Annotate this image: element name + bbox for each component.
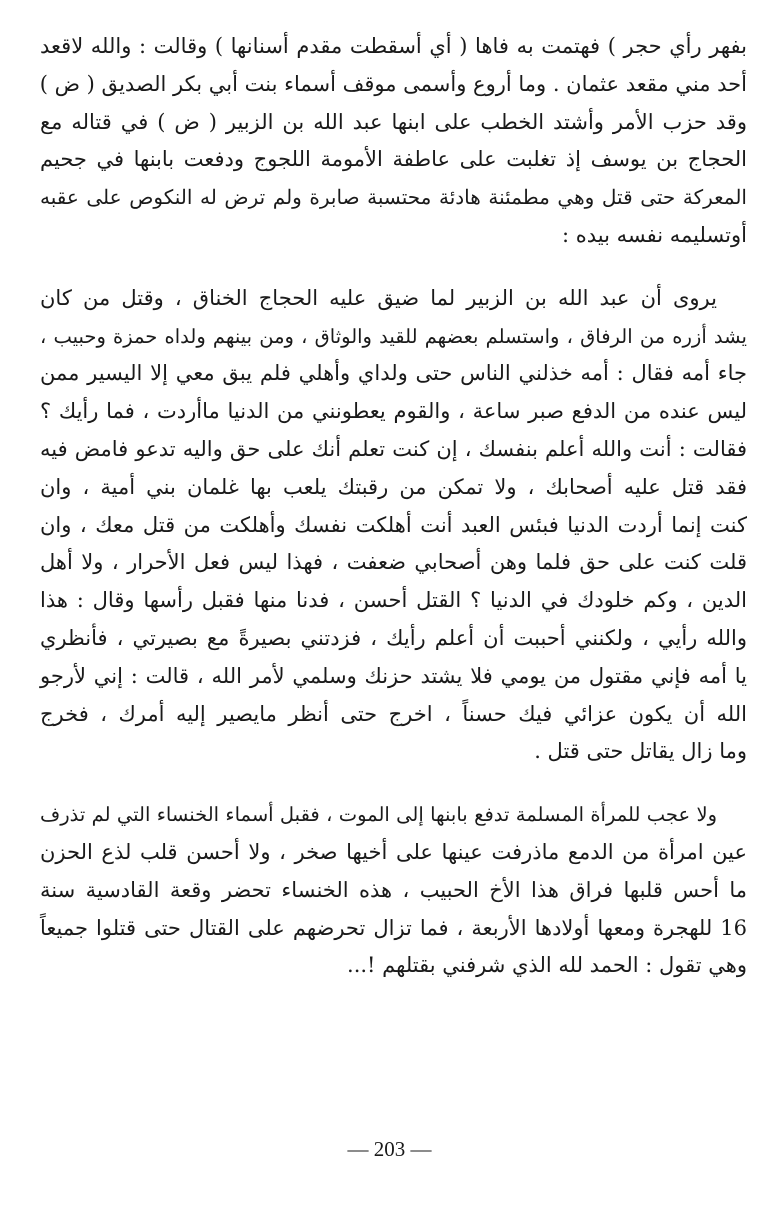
- text-line: ولا عجب للمرأة المسلمة تدفع بابنها إلى الموت ، فقبل أسماء الخنساء التي لم تذرف: [40, 803, 717, 827]
- text-line: الدين ، وكم خلودك في الدنيا ؟ القتل أحسن ، فدنا منها فقبل رأسها وقال : هذا: [40, 588, 747, 613]
- paragraph-2: [40, 280, 747, 771]
- text-line: ليس عنده من الدفع صبر ساعة ، والقوم يعطونني من الدنيا ماأردت ، فما رأيك ؟: [40, 399, 747, 424]
- paragraph-1: [40, 28, 747, 255]
- text-line: الله أن يكون عزائي فيك حسناً ، اخرج حتى أنظر مايصير إليه أمرك ، فخرج: [40, 701, 747, 726]
- text-line: والله رأيي ، ولكنني أحببت أن أعلم رأيك ، فزدتني بصيرةً مع بصيرتي ، فأنظري: [40, 625, 747, 650]
- text-line: عين امرأة من الدمع ماذرفت عينها على أخيها صخر ، ولا أحسن قلب لذع الحزن: [40, 839, 747, 864]
- text-line: بفهر رأي حجر ) فهتمت به فاها ( أي أسقطت مقدم أسنانها ) وقالت : والله لاقعد: [40, 34, 747, 58]
- text-line: فقد قتل عليه أصحابك ، ولا تمكن من رقبتك يلعب بها غلمان بني أمية ، وان: [40, 474, 747, 499]
- text-line: المعركة حتى قتل وهي مطمئنة هادئة محتسبة صابرة ولم ترض له النكوص على عقبه: [40, 185, 747, 210]
- text-line: أحد مني مقعد عثمان . وما أروع وأسمى موقف أسماء بنت أبي بكر الصديق ( ض ): [39, 71, 747, 96]
- page-number: — 203 —: [347, 1137, 432, 1161]
- text-line: وهي تقول : الحمد لله الذي شرفني بقتلهم !...: [347, 953, 747, 978]
- text-line: ما أحس قلبها فراق هذا الأخ الحبيب ، هذه الخنساء تحضر وقعة القادسية سنة: [40, 877, 747, 902]
- text-line: يا أمه فإني مقتول من يومي فلا يشتد حزنك وسلمي لأمر الله ، قالت : إني لأرجو: [40, 663, 747, 688]
- paragraph-3: [40, 796, 747, 985]
- text-line: يشد أزره من الرفاق ، واستسلم بعضهم للقيد والوثاق ، ومن بينهم ولداه حمزة وحبيب ،: [40, 324, 747, 348]
- text-line: يروى أن عبد الله بن الزبير لما ضيق عليه الحجاج الخناق ، وقتل من كان: [40, 285, 717, 310]
- text-line: كنت إنما أردت الدنيا فبئس العبد أنت أهلكت نفسك وأهلكت من قتل معك ، وان: [40, 512, 747, 537]
- text-line: الحجاج بن يوسف إذ تغلبت على عاطفة الأمومة اللجوج ودفعت بابنها في جحيم: [40, 147, 747, 172]
- page-body: [40, 28, 747, 985]
- text-line: قلت كنت على حق فلما وهن أصحابي ضعفت ، فهذا ليس فعل الأحرار ، ولا أهل: [40, 550, 747, 575]
- text-line: وما زال يقاتل حتى قتل .: [534, 739, 747, 764]
- text-line: فقالت : أنت والله أعلم بنفسك ، إن كنت تعلم أنك على حق واليه تدعو فامض فيه: [40, 436, 747, 461]
- text-line: جاء أمه فقال : أمه خذلني الناس حتى ولداي وأهلي فلم يبق معي إلا اليسير ممن: [40, 361, 747, 386]
- text-line: أوتسليمه نفسه بيده :: [561, 222, 747, 247]
- text-line: 16 للهجرة ومعها أولادها الأربعة ، فما تزال تحرضهم على القتال حتى قتلوا جميعاً: [40, 915, 747, 940]
- text-line: وقد حزب الأمر وأشتد الخطب على ابنها عبد الله بن الزبير ( ض ) في قتاله مع: [40, 109, 747, 134]
